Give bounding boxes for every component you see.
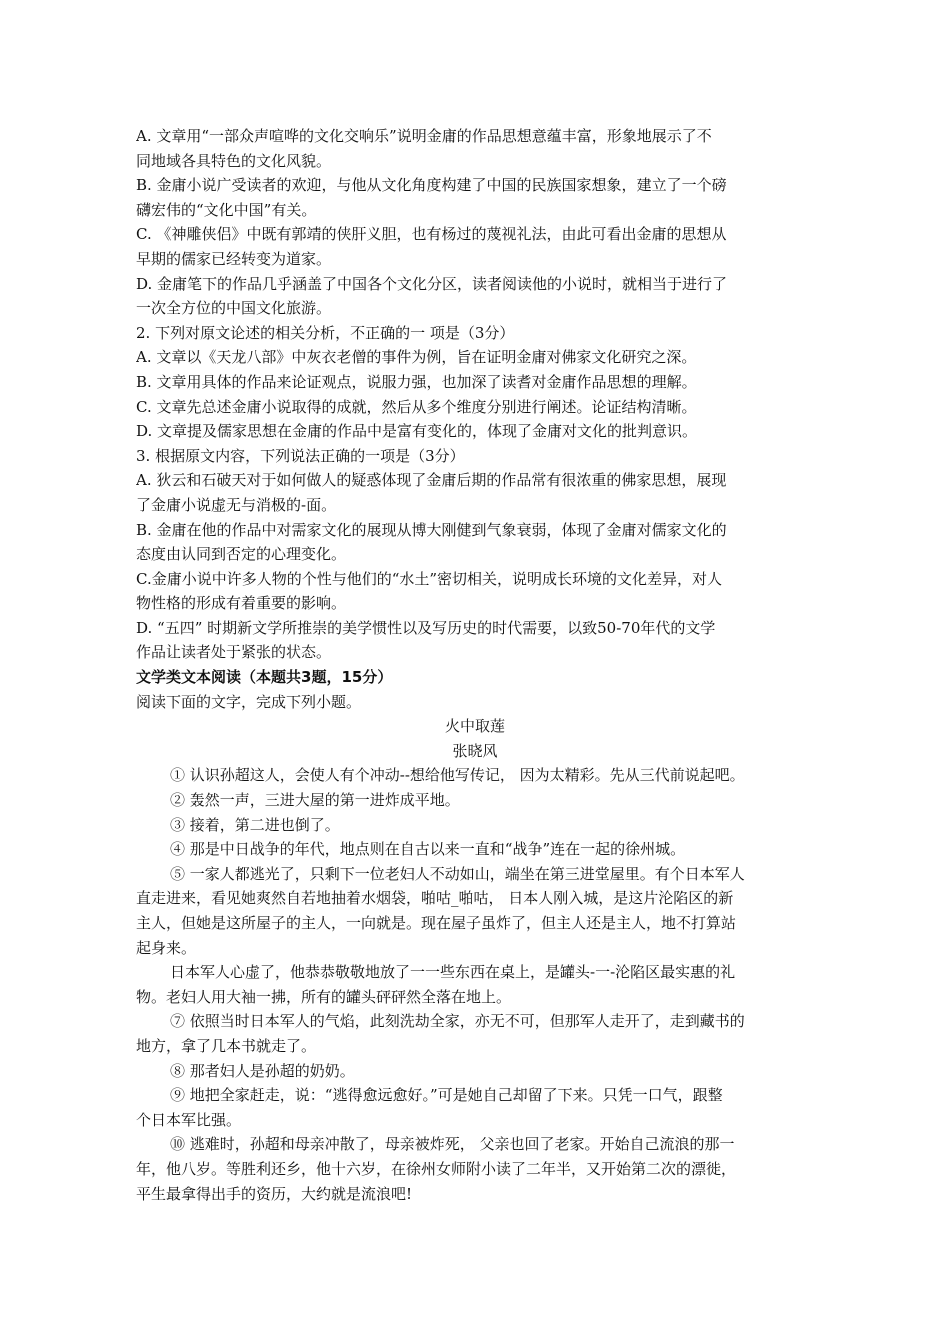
text-line: 礴宏伟的“文化中国”有关。 xyxy=(136,200,317,219)
story-line: ① 认识孙超这人，会使人有个冲动--想给他写传记， 因为太精彩。先从三代前说起吧。 xyxy=(170,766,745,785)
text-line: A. 文章用“一部众声喧哗的文化交响乐”说明金庸的作品思想意蕴丰富，形象地展示了不 xyxy=(136,127,712,145)
story-line: ⑦ 依照当时日本军人的气焰，此刻洗劫全家，亦无不可，但那军人走开了，走到藏书的 xyxy=(170,1012,745,1031)
text-line: C. 文章先总述金庸小说取得的成就，然后从多个维度分别进行阐述。论证结构清晰。 xyxy=(136,397,697,416)
story-line: ⑨ 地把全家赶走，说：“逃得愈远愈好。”可是她自己却留了下来。只凭一口气，跟整 xyxy=(170,1086,723,1105)
story-line: ⑩ 逃难时，孙超和母亲冲散了，母亲被炸死， 父亲也回了老家。开始自己流浪的那一 xyxy=(170,1135,735,1154)
story-author: 张晓风 xyxy=(452,741,498,760)
story-title: 火中取莲 xyxy=(444,717,505,736)
document-page xyxy=(136,124,814,1206)
text-line: A. 狄云和石破天对于如何做人的疑惑体现了金庸后期的作品常有很浓重的佛家思想，展现 xyxy=(136,471,727,490)
text-line: B. 金庸小说广受读者的欢迎，与他从文化角度构建了中国的民族国家想象，建立了一个磅 xyxy=(136,176,727,195)
text-line: 态度由认同到否定的心理变化。 xyxy=(136,545,347,564)
text-line: 同地域各具特色的文化风貌。 xyxy=(136,151,332,170)
story-line: 物。老妇人用大袖一拂，所有的罐头砰砰然全落在地上。 xyxy=(136,987,512,1006)
text-line: D. 金庸笔下的作品几乎涵盖了中国各个文化分区，读者阅读他的小说时，就相当于进行了 xyxy=(136,274,728,293)
text-line: A. 文章以《天龙八部》中灰衣老僧的事件为例，旨在证明金庸对佛家文化研究之深。 xyxy=(136,348,697,367)
text-line: B. 金庸在他的作品中对需家文化的展现从博大刚健到气象衰弱，体现了金庸对儒家文化的 xyxy=(136,520,727,539)
text-line: 3. 根据原文内容，下列说法正确的一项是（3分） xyxy=(136,446,465,465)
story-line: 起身来。 xyxy=(136,938,197,957)
text-line: 2. 下列对原文论述的相关分析，不正确的一 项是（3分） xyxy=(136,323,515,342)
story-line: 主人，但她是这所屋子的主人，一向就是。现在屋子虽炸了，但主人还是主人，地不打算站 xyxy=(136,914,737,932)
text-line: 了金庸小说虚无与消极的-面。 xyxy=(136,495,337,514)
text-line: 作品让读者处于紧张的状态。 xyxy=(136,643,332,662)
story-line: 日本军人心虚了，他恭恭敬敬地放了一一些东西在桌上，是罐头-一-沦陷区最实惠的礼 xyxy=(170,963,736,982)
text-line: 一次全方位的中国文化旅游。 xyxy=(136,299,332,318)
story-line: ③ 接着，第二进也倒了。 xyxy=(170,815,340,834)
text-line: C.金庸小说中许多人物的个性与他们的“水土”密切相关，说明成长环境的文化差异，对人 xyxy=(136,569,723,588)
story-line: 直走进来，看见她爽然自若地抽着水烟袋，啪咕_啪咕， 日本人刚入城，是这片沦陷区的新 xyxy=(136,889,734,908)
instruction-text: 阅读下面的文字，完成下列小题。 xyxy=(136,692,362,711)
story-line: 平生最拿得出手的资历，大约就是流浪吧! xyxy=(136,1184,413,1203)
story-body xyxy=(136,763,814,1206)
story-line: ⑧ 那者妇人是孙超的奶奶。 xyxy=(170,1061,355,1080)
text-line: D. “五四” 时期新文学所推崇的美学惯性以及写历史的时代需要，以致50-70年代的文学 xyxy=(136,618,716,637)
section-heading: 文学类文本阅读（本题共3题，15分） xyxy=(136,668,393,687)
question-options-block xyxy=(136,124,814,665)
story-line: 年，他八岁。等胜利还乡，他十六岁，在徐州女师附小读了二年半，又开始第二次的漂徙， xyxy=(136,1159,737,1178)
text-line: D. 文章提及儒家思想在金庸的作品中是富有变化的，体现了金庸对文化的批判意识。 xyxy=(136,422,698,441)
text-line: 物性格的形成有着重要的影响。 xyxy=(136,594,347,613)
story-line: ② 轰然一声，三进大屋的第一进炸成平地。 xyxy=(170,791,460,810)
story-line: 个日本军比强。 xyxy=(136,1110,242,1129)
text-line: 早期的儒家已经转变为道家。 xyxy=(136,249,332,268)
story-line: ④ 那是中日战争的年代，地点则在自古以来一直和“战争”连在一起的徐州城。 xyxy=(170,840,686,859)
story-line: ⑤ 一家人都逃光了，只剩下一位老妇人不动如山，端坐在第三进堂屋里。有个日本军人 xyxy=(170,864,745,883)
text-line: B. 文章用具体的作品来论证观点，说服力强，也加深了读耆对金庸作品思想的理解。 xyxy=(136,372,697,391)
text-line: C. 《神雕侠侣》中既有郭靖的侠肝义胆，也有杨过的蔑视礼法，由此可看出金庸的思想从 xyxy=(136,225,727,244)
story-line: 地方，拿了几本书就走了。 xyxy=(136,1036,317,1055)
